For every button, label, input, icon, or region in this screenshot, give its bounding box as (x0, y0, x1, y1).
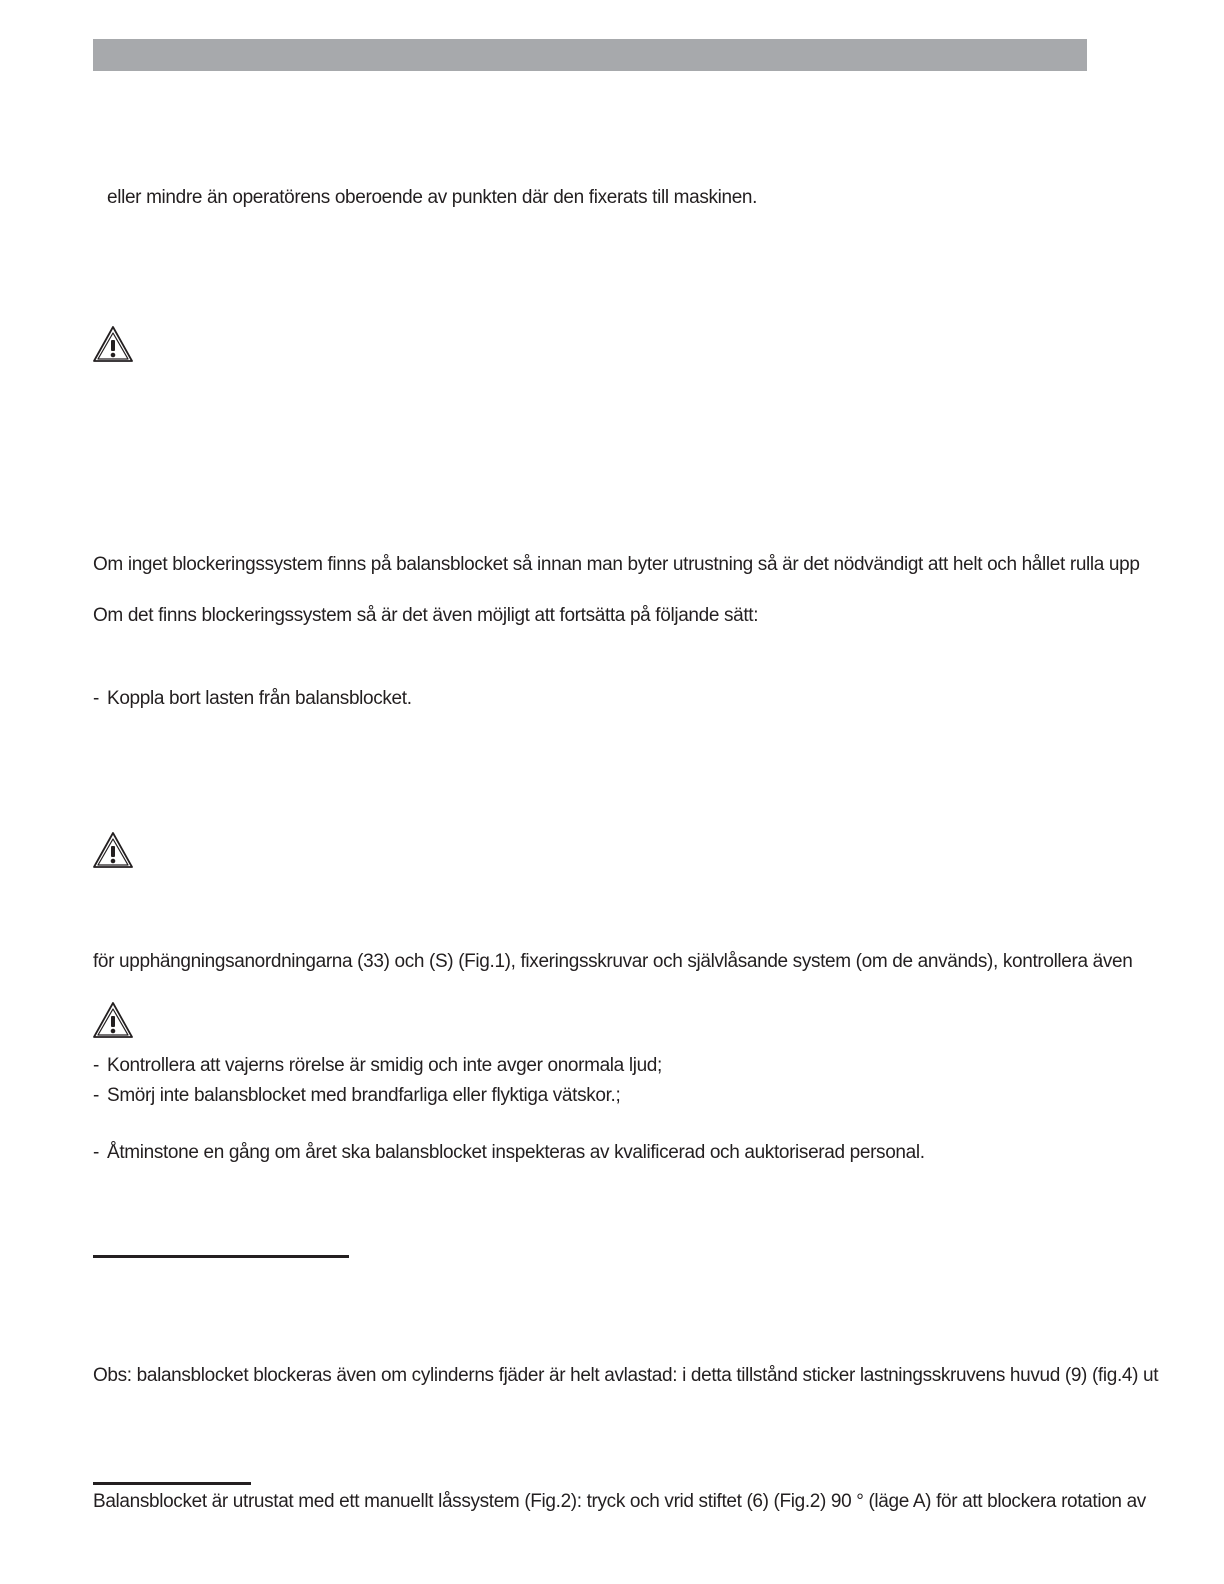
warning-triangle-icon (92, 831, 134, 869)
text-line-1: eller mindre än operatörens oberoende av punkten där den fixerats till maskinen. (107, 187, 758, 208)
bullet: - (93, 688, 99, 709)
warning-triangle-icon (92, 325, 134, 363)
list-item-4 (93, 1142, 925, 1164)
bullet: - (93, 1055, 99, 1076)
list-item-text: Smörj inte balansblocket med brandfarliga eller flyktiga vätskor.; (107, 1085, 621, 1106)
list-item-3 (93, 1085, 620, 1107)
header-bar (93, 39, 1087, 71)
list-item-text: Koppla bort lasten från balansblocket. (107, 688, 412, 709)
list-item-1 (93, 688, 412, 710)
bullet: - (93, 1142, 99, 1163)
text-line-2: Om inget blockeringssystem finns på balansblocket så innan man byter utrustning så är det nödvändigt att helt och hållet rulla upp (93, 554, 1140, 575)
warning-triangle-icon (92, 1001, 134, 1039)
text-line-10: Balansblocket är utrustat med ett manuellt låssystem (Fig.2): tryck och vrid stiftet (6) (Fig.2) 90 ° (läge A) för att blockera rotation av (93, 1491, 1146, 1512)
text-line-9: Obs: balansblocket blockeras även om cylinderns fjäder är helt avlastad: i detta tillstånd sticker lastningsskruvens huvud (9) (fig.4) ut (93, 1365, 1159, 1386)
section-rule (93, 1482, 251, 1485)
text-line-5: för upphängningsanordningarna (33) och (S) (Fig.1), fixeringsskruvar och självlåsande system (om de används), kontrollera även (93, 951, 1133, 972)
list-item-text: Kontrollera att vajerns rörelse är smidig och inte avger onormala ljud; (107, 1055, 662, 1076)
text-line-3: Om det finns blockeringssystem så är det även möjligt att fortsätta på följande sätt: (93, 605, 759, 626)
bullet: - (93, 1085, 99, 1106)
list-item-text: Åtminstone en gång om året ska balansblocket inspekteras av kvalificerad och auktoriserad personal. (107, 1142, 925, 1163)
section-rule (93, 1255, 349, 1258)
list-item-2 (93, 1055, 662, 1077)
